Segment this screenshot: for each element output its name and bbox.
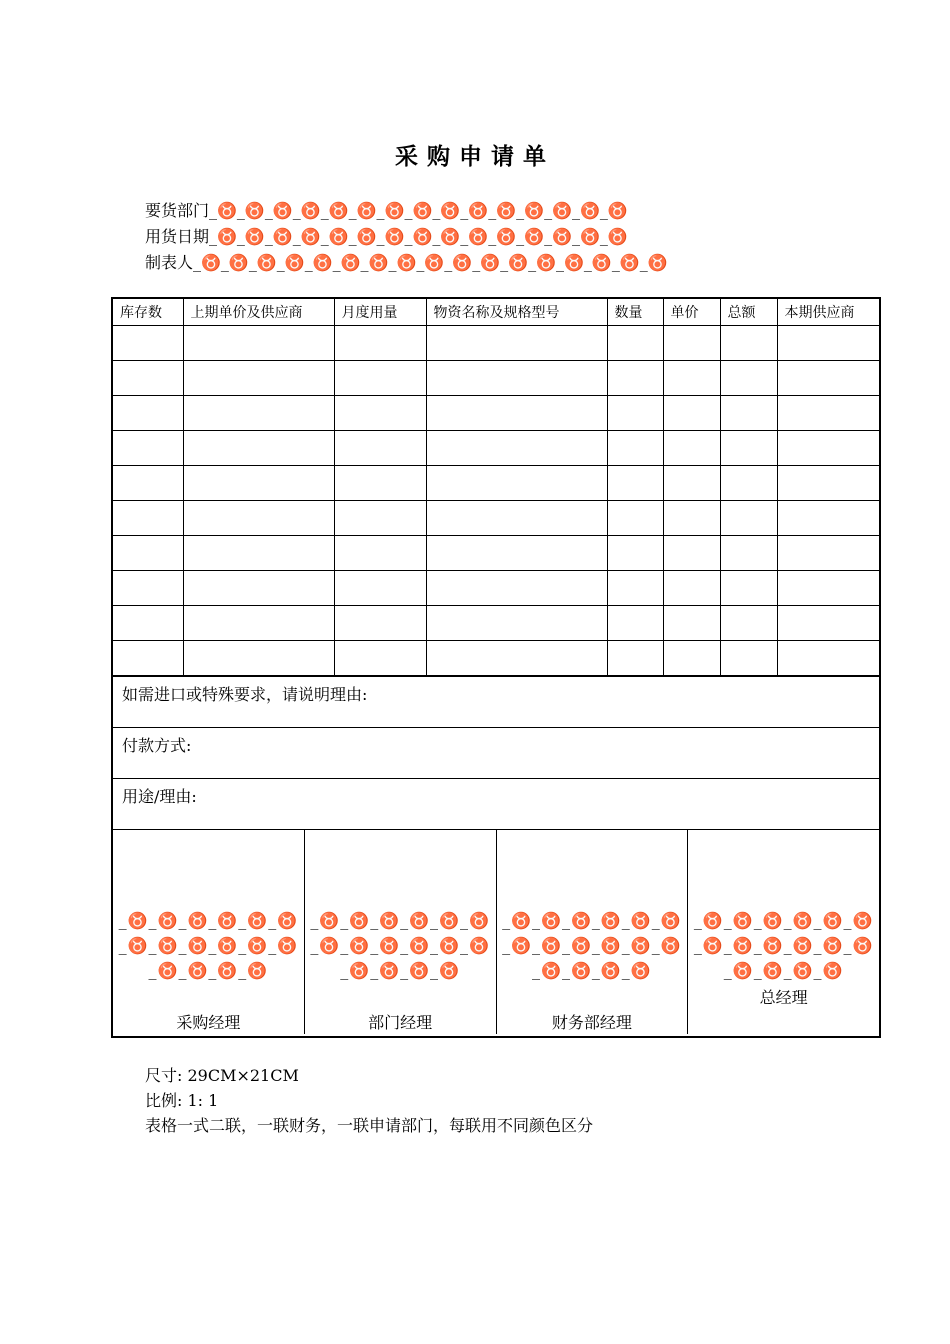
table-cell[interactable] <box>777 501 879 536</box>
table-cell[interactable] <box>426 501 607 536</box>
table-row <box>113 396 879 431</box>
table-cell[interactable] <box>334 641 426 676</box>
table-row <box>113 431 879 466</box>
table-cell[interactable] <box>183 641 334 676</box>
table-cell[interactable] <box>777 466 879 501</box>
table-cell[interactable] <box>183 466 334 501</box>
table-cell[interactable] <box>334 466 426 501</box>
table-cell[interactable] <box>720 606 777 641</box>
table-cell[interactable] <box>334 361 426 396</box>
table-cell[interactable] <box>663 431 720 466</box>
table-cell[interactable] <box>720 396 777 431</box>
table-cell[interactable] <box>334 501 426 536</box>
table-cell[interactable] <box>720 326 777 361</box>
table-cell[interactable] <box>113 606 183 641</box>
table-cell[interactable] <box>607 326 663 361</box>
table-cell[interactable] <box>777 431 879 466</box>
signature-general-manager[interactable] <box>688 830 879 1034</box>
maker-field[interactable]: 制表人_♉_♉_♉_♉_♉_♉_♉_♉_♉_♉_♉_♉_♉_♉_♉_♉_♉ <box>145 253 668 272</box>
table-cell[interactable] <box>720 361 777 396</box>
table-cell[interactable] <box>426 361 607 396</box>
table-cell[interactable] <box>183 571 334 606</box>
table-cell[interactable] <box>426 571 607 606</box>
table-cell[interactable] <box>607 466 663 501</box>
signature-label: 总经理 <box>759 988 808 1007</box>
table-header-row <box>113 299 879 326</box>
table-cell[interactable] <box>663 571 720 606</box>
signature-line: _♉_♉_♉_♉_♉_♉_♉_♉_♉_♉_♉_♉_♉_♉_♉_♉ <box>693 911 874 980</box>
table-cell[interactable] <box>113 361 183 396</box>
signature-label: 部门经理 <box>368 1013 433 1032</box>
table-cell[interactable] <box>720 571 777 606</box>
table-cell[interactable] <box>183 431 334 466</box>
table-cell[interactable] <box>113 641 183 676</box>
size-note: 尺寸: 29CM×21CM <box>145 1066 299 1085</box>
table-cell[interactable] <box>113 396 183 431</box>
table-cell[interactable] <box>183 536 334 571</box>
table-cell[interactable] <box>663 606 720 641</box>
table-cell[interactable] <box>113 571 183 606</box>
table-cell[interactable] <box>426 606 607 641</box>
signature-line: _♉_♉_♉_♉_♉_♉_♉_♉_♉_♉_♉_♉_♉_♉_♉_♉ <box>118 911 299 980</box>
table-cell[interactable] <box>334 326 426 361</box>
signature-label: 采购经理 <box>176 1013 241 1032</box>
table-cell[interactable] <box>183 501 334 536</box>
table-cell[interactable] <box>113 431 183 466</box>
header-quantity: 数量 <box>607 299 663 326</box>
table-cell[interactable] <box>426 396 607 431</box>
table-cell[interactable] <box>607 641 663 676</box>
table-cell[interactable] <box>777 536 879 571</box>
table-cell[interactable] <box>607 571 663 606</box>
table-cell[interactable] <box>777 361 879 396</box>
header-item-spec: 物资名称及规格型号 <box>426 299 607 326</box>
signature-line: _♉_♉_♉_♉_♉_♉_♉_♉_♉_♉_♉_♉_♉_♉_♉_♉ <box>502 911 682 980</box>
import-reason-field[interactable]: 如需进口或特殊要求，请说明理由: <box>113 676 879 727</box>
table-cell[interactable] <box>777 606 879 641</box>
signature-finance-manager[interactable] <box>497 830 689 1034</box>
table-cell[interactable] <box>607 431 663 466</box>
signature-purchasing-manager[interactable] <box>113 830 305 1034</box>
table-cell[interactable] <box>607 536 663 571</box>
table-cell[interactable] <box>334 431 426 466</box>
table-row <box>113 536 879 571</box>
footer-notes <box>145 1063 593 1138</box>
table-row <box>113 571 879 606</box>
table-cell[interactable] <box>663 396 720 431</box>
table-cell[interactable] <box>720 641 777 676</box>
table-cell[interactable] <box>663 466 720 501</box>
table-cell[interactable] <box>183 326 334 361</box>
table-cell[interactable] <box>334 606 426 641</box>
header-total: 总额 <box>720 299 777 326</box>
header-unit-price: 单价 <box>663 299 720 326</box>
header-info <box>145 198 668 276</box>
date-field[interactable]: 用货日期_♉_♉_♉_♉_♉_♉_♉_♉_♉_♉_♉_♉_♉_♉_♉ <box>145 227 628 246</box>
table-cell[interactable] <box>720 431 777 466</box>
table-row <box>113 361 879 396</box>
table-cell[interactable] <box>183 606 334 641</box>
header-stock: 库存数 <box>113 299 183 326</box>
table-cell[interactable] <box>426 536 607 571</box>
table-cell[interactable] <box>183 361 334 396</box>
table-cell[interactable] <box>777 571 879 606</box>
header-monthly-usage: 月度用量 <box>334 299 426 326</box>
table-cell[interactable] <box>663 501 720 536</box>
table-cell[interactable] <box>426 431 607 466</box>
table-cell[interactable] <box>663 326 720 361</box>
table-cell[interactable] <box>663 641 720 676</box>
table-cell[interactable] <box>663 361 720 396</box>
table-cell[interactable] <box>720 536 777 571</box>
signature-label: 财务部经理 <box>551 1013 632 1032</box>
table-cell[interactable] <box>720 466 777 501</box>
table-cell[interactable] <box>113 536 183 571</box>
table-cell[interactable] <box>777 326 879 361</box>
department-field[interactable]: 要货部门_♉_♉_♉_♉_♉_♉_♉_♉_♉_♉_♉_♉_♉_♉_♉ <box>145 201 628 220</box>
table-cell[interactable] <box>663 536 720 571</box>
table-cell[interactable] <box>777 396 879 431</box>
table-row <box>113 466 879 501</box>
table-cell[interactable] <box>720 501 777 536</box>
table-row <box>113 606 879 641</box>
copies-note: 表格一式二联，一联财务，一联申请部门，每联用不同颜色区分 <box>145 1116 594 1135</box>
table-row <box>113 326 879 361</box>
table-cell[interactable] <box>334 396 426 431</box>
table-cell[interactable] <box>113 326 183 361</box>
table-cell[interactable] <box>113 466 183 501</box>
header-current-supplier: 本期供应商 <box>777 299 879 326</box>
table-cell[interactable] <box>426 466 607 501</box>
table-cell[interactable] <box>426 326 607 361</box>
signature-department-manager[interactable] <box>305 830 497 1034</box>
items-table <box>113 299 879 676</box>
table-cell[interactable] <box>334 536 426 571</box>
table-cell[interactable] <box>334 571 426 606</box>
table-cell[interactable] <box>183 396 334 431</box>
table-cell[interactable] <box>607 361 663 396</box>
table-row <box>113 641 879 676</box>
signature-line: _♉_♉_♉_♉_♉_♉_♉_♉_♉_♉_♉_♉_♉_♉_♉_♉ <box>310 911 490 980</box>
table-cell[interactable] <box>607 396 663 431</box>
payment-method-field[interactable]: 付款方式: <box>113 727 879 778</box>
signature-area <box>113 829 879 1034</box>
request-form <box>111 297 881 1038</box>
document-title: 采购申请单 <box>395 144 555 170</box>
table-cell[interactable] <box>426 641 607 676</box>
table-row <box>113 501 879 536</box>
table-cell[interactable] <box>607 501 663 536</box>
scale-note: 比例: 1: 1 <box>145 1091 219 1110</box>
table-cell[interactable] <box>607 606 663 641</box>
table-cell[interactable] <box>777 641 879 676</box>
purpose-field[interactable]: 用途/理由: <box>113 778 879 829</box>
table-cell[interactable] <box>113 501 183 536</box>
header-last-price-supplier: 上期单价及供应商 <box>183 299 334 326</box>
